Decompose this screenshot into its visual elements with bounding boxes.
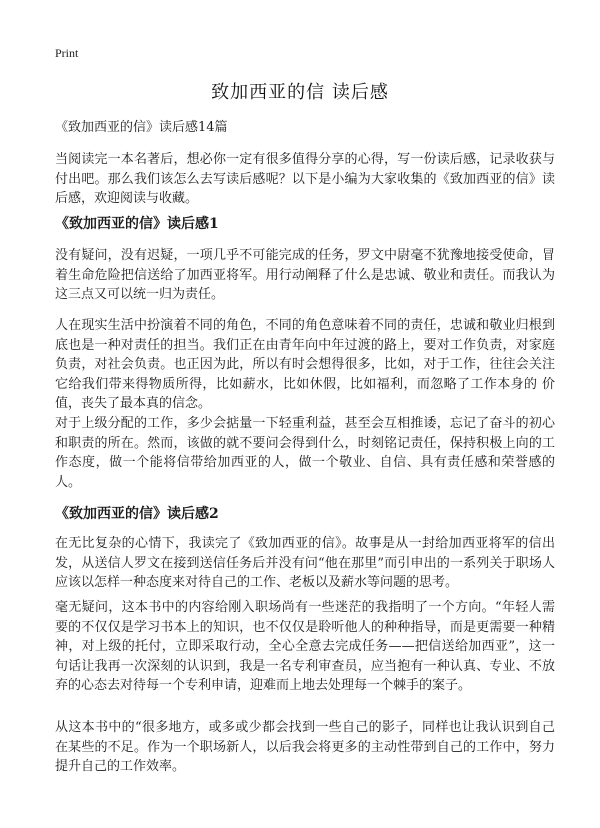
section-paragraph: 对于上级分配的工作，多少会掂量一下轻重利益，甚至会互相推诿，忘记了奋斗的初心和职责的所在。然而，该做的就不要问会得到什么，时刻铭记责任，保持积极上向的工作态度，做一个能将信带给加西亚的人，做一个敬业、自信、具有责任感和荣誉感的人。 [55, 416, 555, 490]
section-paragraph: 从这本书中的“很多地方，或多或少都会找到一些自己的影子，同样也让我认识到自己在某些的不足。作为一个职场新人，以后我会将更多的主动性带到自己的工作中，努力提升自己的工作效率。 [55, 720, 555, 775]
section-paragraph: 在无比复杂的心情下，我读完了《致加西亚的信》。故事是从一封给加西亚将军的信出发，从送信人罗文在接到送信任务后并没有问“他在那里”而引申出的一系列关于职场人应该以怎样一种态度来对待自己的工作、老板以及薪水等问题的思考。 [55, 536, 555, 591]
intro-paragraph: 当阅读完一本名著后，想必你一定有很多值得分享的心得，写一份读后感，记录收获与付出吧。那么我们该怎么去写读后感呢？以下是小编为大家收集的《致加西亚的信》读后感，欢迎阅读与收藏。 [55, 152, 555, 207]
section-paragraph: 毫无疑问，这本书中的内容给刚入职场尚有一些迷茫的我指明了一个方向。“年轻人需要的不仅仅是学习书本上的知识，也不仅仅是聆听他人的种种指导，而是更需要一种精神，对上级的托付，立即采取行动，全心全意去完成任务——把信送给加西亚”，这一句话让我再一次深刻的认识到，我是一名专利审查员，应当抱有一种认真、专业、不放弃的心态去对待每一个专利申请，迎难而上地去处理每一个棘手的案子。 [55, 600, 555, 694]
section-heading: 《致加西亚的信》读后感2 [55, 506, 219, 522]
document-title: 致加西亚的信 读后感 [211, 82, 389, 103]
section-paragraph: 没有疑问，没有迟疑，一项几乎不可能完成的任务，罗文中尉毫不犹豫地接受使命，冒着生命危险把信送给了加西亚将军。用行动阐释了什么是忠诚、敬业和责任。而我认为这三点又可以统一归为责任。 [55, 248, 555, 303]
document-subtitle: 《致加西亚的信》读后感14篇 [55, 120, 228, 135]
section-heading: 《致加西亚的信》读后感1 [55, 216, 219, 232]
print-label: Print [55, 46, 79, 60]
section-paragraph: 人在现实生活中扮演着不同的角色，不同的角色意味着不同的责任，忠诚和敬业归根到底也是一种对责任的担当。我们正在由青年向中年过渡的路上，要对工作负责，对家庭负责，对社会负责。也正因为此，所以有时会想得很多，比如，对于工作，往往会关注它给我们带来得物质所得，比如薪水，比如休假，比如福利，而忽略了工作本身的 价值，丧失了最本真的信念。 [55, 318, 555, 412]
